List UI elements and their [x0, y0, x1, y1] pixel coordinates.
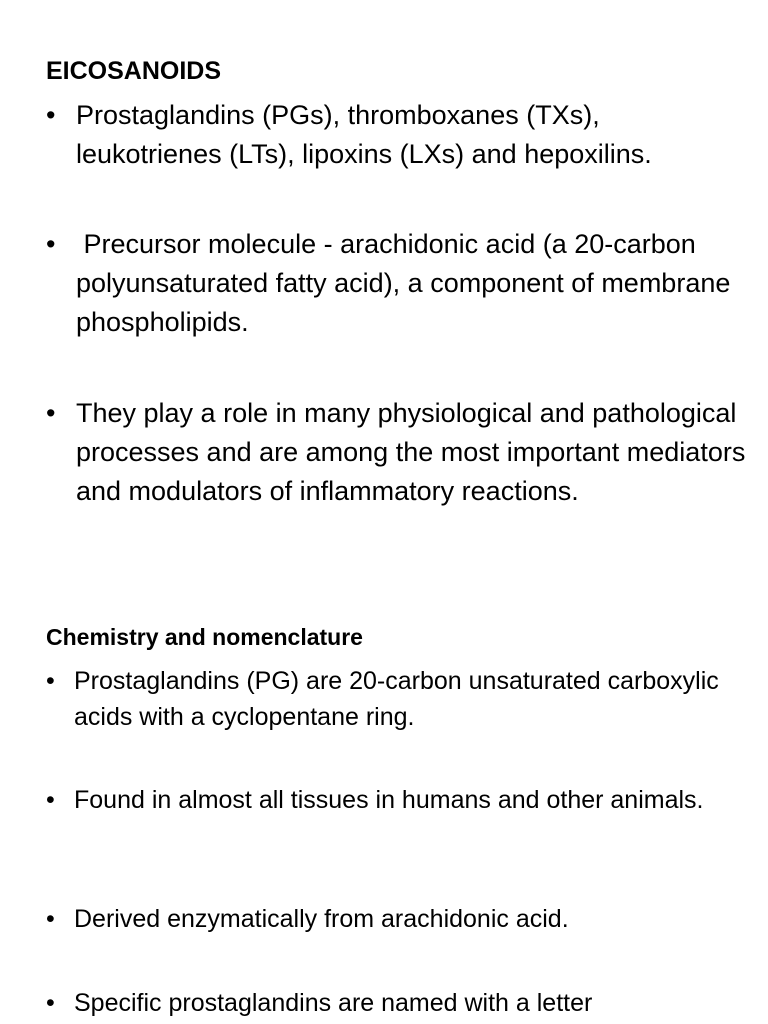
- bullet-item: [46, 985, 746, 1021]
- bullet-marker: •: [46, 667, 55, 695]
- bullet-marker: •: [46, 229, 56, 259]
- bullet-text: Derived enzymatically from arachidonic acid.: [74, 905, 569, 933]
- bullet-item: [46, 782, 746, 818]
- bullet-text: Specific prostaglandins are named with a letter: [74, 989, 593, 1017]
- bullet-text: Prostaglandins (PG) are 20-carbon unsaturated carboxylic acids with a cyclopentane ring.: [74, 667, 719, 731]
- bullet-marker: •: [46, 398, 56, 428]
- bullet-marker: •: [46, 100, 56, 130]
- bullet-text: Prostaglandins (PGs), thromboxanes (TXs), leukotrienes (LTs), lipoxins (LXs) and hepoxilins.: [76, 100, 652, 169]
- bullet-item: [46, 663, 746, 735]
- bullet-marker: •: [46, 786, 55, 814]
- bullet-text: They play a role in many physiological and pathological processes and are among the most important mediators and modulators of inflammatory reactions.: [76, 398, 746, 506]
- bullet-item: [46, 225, 746, 342]
- bullet-item: [46, 901, 746, 937]
- bullet-item: [46, 394, 746, 511]
- bullet-text: Precursor molecule - arachidonic acid (a 20-carbon polyunsaturated fatty acid), a component of membrane phospholipids.: [76, 229, 738, 337]
- bullet-marker: •: [46, 989, 55, 1017]
- section-title-chemistry-nomenclature: Chemistry and nomenclature: [46, 624, 363, 650]
- bullet-text: Found in almost all tissues in humans and other animals.: [74, 786, 704, 814]
- bullet-marker: •: [46, 905, 55, 933]
- section-title-eicosanoids: EICOSANOIDS: [46, 57, 222, 85]
- bullet-item: [46, 96, 746, 174]
